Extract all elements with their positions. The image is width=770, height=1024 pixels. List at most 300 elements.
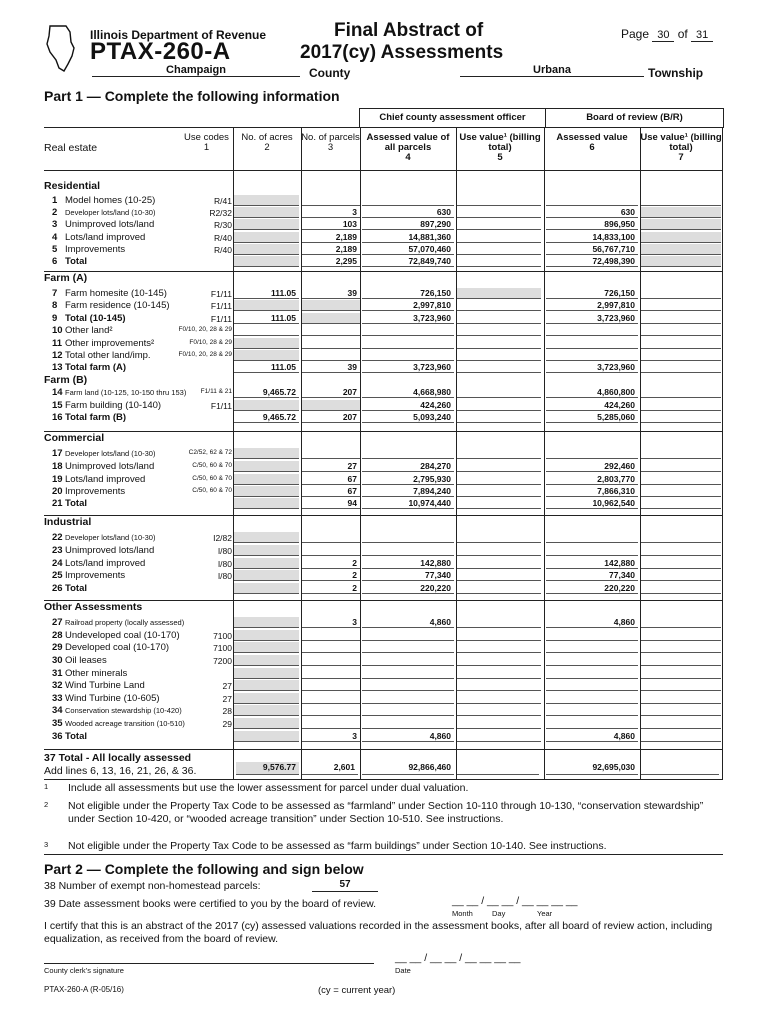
row-12-av-field[interactable] <box>362 350 454 361</box>
row-24-buv-field[interactable] <box>641 558 721 569</box>
row-30-label <box>52 655 107 666</box>
row-11-acres-field[interactable] <box>234 338 299 349</box>
row-18-av-field[interactable]: 284,270 <box>362 461 454 472</box>
row-27-bav-field[interactable]: 4,860 <box>546 617 638 628</box>
row-11-parcels-field[interactable] <box>302 338 360 349</box>
row-26-parcels-field[interactable]: 2 <box>302 583 360 594</box>
row-11-buv-field[interactable] <box>641 338 721 349</box>
row-12-uv-field[interactable] <box>457 350 541 361</box>
row-7-parcels-field[interactable]: 39 <box>302 288 360 299</box>
row-7-uv-field[interactable] <box>457 288 541 299</box>
row-text: Total <box>65 498 87 509</box>
row-35-acres-field[interactable] <box>234 718 299 729</box>
row-text: Total farm (A) <box>65 362 127 373</box>
row-20-acres-field[interactable] <box>234 486 299 497</box>
row-2-buv-field[interactable] <box>641 207 721 218</box>
part1-title: Part 1 — Complete the following information <box>44 88 340 104</box>
row-10-uv-field[interactable] <box>457 325 541 336</box>
row-23-parcels-field[interactable] <box>302 545 360 556</box>
row-32-parcels-field[interactable] <box>302 680 360 691</box>
row-35-bav-field[interactable] <box>546 718 638 729</box>
row-36-bav-field[interactable]: 4,860 <box>546 731 638 742</box>
row-18-uv-field[interactable] <box>457 461 541 472</box>
row-13-av-field[interactable]: 3,723,960 <box>362 362 454 373</box>
row-8-acres-field[interactable] <box>234 300 299 311</box>
section-farm-b: Farm (B) <box>44 374 88 386</box>
row-16-acres-field[interactable]: 9,465.72 <box>234 412 299 423</box>
row-7-bav-field[interactable]: 726,150 <box>546 288 638 299</box>
row-14-bav-field[interactable]: 4,860,800 <box>546 387 638 398</box>
row-17-parcels-field[interactable] <box>302 448 360 459</box>
row-8-bav-field[interactable]: 2,997,810 <box>546 300 638 311</box>
row-27-parcels-field[interactable]: 3 <box>302 617 360 628</box>
row-25-acres-field[interactable] <box>234 570 299 581</box>
row-number: 32 <box>52 680 63 691</box>
row-16-uv-field[interactable] <box>457 412 541 423</box>
row-29-label <box>52 642 169 653</box>
page-total-field[interactable]: 31 <box>691 29 713 42</box>
row-7-buv-field[interactable] <box>641 288 721 299</box>
row-10-label <box>52 325 113 336</box>
row-13-parcels-field[interactable]: 39 <box>302 362 360 373</box>
row-31-bav-field[interactable] <box>546 668 638 679</box>
row-36-uv-field[interactable] <box>457 731 541 742</box>
row-19-acres-field[interactable] <box>234 474 299 485</box>
row-8-use-code: F1/11 <box>210 301 232 311</box>
row-1-uv-field[interactable] <box>457 195 541 206</box>
row-3-acres-field[interactable] <box>234 219 299 230</box>
total37-acres[interactable]: 9,576.77 <box>236 762 299 775</box>
row-11-av-field[interactable] <box>362 338 454 349</box>
row-number: 12 <box>52 350 63 361</box>
total37-parcels[interactable]: 2,601 <box>302 762 358 775</box>
row-23-buv-field[interactable] <box>641 545 721 556</box>
row-16-buv-field[interactable] <box>641 412 721 423</box>
row-36-acres-field[interactable] <box>234 731 299 742</box>
row-text: Wind Turbine (10-605) <box>65 693 160 704</box>
row-1-av-field[interactable] <box>362 195 454 206</box>
illinois-state-outline-icon <box>44 24 80 74</box>
row-19-bav-field[interactable]: 2,803,770 <box>546 474 638 485</box>
row-14-parcels-field[interactable]: 207 <box>302 387 360 398</box>
row-26-label <box>52 583 87 594</box>
row-32-buv-field[interactable] <box>641 680 721 691</box>
row-34-bav-field[interactable] <box>546 705 638 716</box>
total37-br-use-value[interactable] <box>641 762 719 775</box>
page-current-field[interactable]: 30 <box>652 29 674 42</box>
row-29-parcels-field[interactable] <box>302 642 360 653</box>
row-8-buv-field[interactable] <box>641 300 721 311</box>
row-20-parcels-field[interactable]: 67 <box>302 486 360 497</box>
row-30-buv-field[interactable] <box>641 655 721 666</box>
row-5-parcels-field[interactable]: 2,189 <box>302 244 360 255</box>
row-20-bav-field[interactable]: 7,866,310 <box>546 486 638 497</box>
row-33-av-field[interactable] <box>362 693 454 704</box>
row-21-bav-field[interactable]: 10,962,540 <box>546 498 638 509</box>
row-24-use-code: I/80 <box>217 559 232 569</box>
row-8-uv-field[interactable] <box>457 300 541 311</box>
row-24-bav-field[interactable]: 142,880 <box>546 558 638 569</box>
row-28-av-field[interactable] <box>362 630 454 641</box>
form-title-line1: Final Abstract of <box>334 20 484 41</box>
row-27-acres-field[interactable] <box>234 617 299 628</box>
form-title-line2: 2017(cy) Assessments <box>300 42 504 63</box>
cco-group-label: Chief county assessment officer <box>379 112 526 123</box>
row-17-av-field[interactable] <box>362 448 454 459</box>
row-9-bav-field[interactable]: 3,723,960 <box>546 313 638 324</box>
row-3-buv-field[interactable] <box>641 219 721 230</box>
line38-label: 38 Number of exempt non-homestead parcels: <box>44 880 261 892</box>
row-35-buv-field[interactable] <box>641 718 721 729</box>
row-22-parcels-field[interactable] <box>302 532 360 543</box>
row-19-use-code: C/50, 60 & 70 <box>192 475 232 482</box>
row-30-bav-field[interactable] <box>546 655 638 666</box>
row-26-bav-field[interactable]: 220,220 <box>546 583 638 594</box>
row-9-acres-field[interactable]: 111.05 <box>234 313 299 324</box>
row-2-parcels-field[interactable]: 3 <box>302 207 360 218</box>
column-header-1 <box>180 133 233 153</box>
real-estate-header: Real estate <box>44 142 98 154</box>
row-5-uv-field[interactable] <box>457 244 541 255</box>
row-25-av-field[interactable]: 77,340 <box>362 570 454 581</box>
row-12-acres-field[interactable] <box>234 350 299 361</box>
row-15-av-field[interactable]: 424,260 <box>362 400 454 411</box>
row-27-av-field[interactable]: 4,860 <box>362 617 454 628</box>
row-15-buv-field[interactable] <box>641 400 721 411</box>
row-4-use-code: R/40 <box>214 233 232 243</box>
total37-br-assessed-value[interactable]: 92,695,030 <box>546 762 638 775</box>
section-commercial: Commercial <box>44 432 105 444</box>
row-24-parcels-field[interactable]: 2 <box>302 558 360 569</box>
row-13-buv-field[interactable] <box>641 362 721 373</box>
row-23-av-field[interactable] <box>362 545 454 556</box>
month-label: Month <box>452 909 473 918</box>
row-30-parcels-field[interactable] <box>302 655 360 666</box>
township-field[interactable]: Urbana <box>460 64 644 77</box>
row-29-buv-field[interactable] <box>641 642 721 653</box>
column-header-label: No. of acres <box>241 132 293 143</box>
row-11-bav-field[interactable] <box>546 338 638 349</box>
row-19-av-field[interactable]: 2,795,930 <box>362 474 454 485</box>
row-25-buv-field[interactable] <box>641 570 721 581</box>
row-8-parcels-field[interactable] <box>302 300 360 311</box>
row-number: 27 <box>52 617 63 628</box>
row-7-acres-field[interactable]: 111.05 <box>234 288 299 299</box>
row-1-bav-field[interactable] <box>546 195 638 206</box>
row-15-acres-field[interactable] <box>234 400 299 411</box>
row-31-parcels-field[interactable] <box>302 668 360 679</box>
row-28-uv-field[interactable] <box>457 630 541 641</box>
row-20-uv-field[interactable] <box>457 486 541 497</box>
signature-date-label: Date <box>395 966 411 975</box>
row-33-acres-field[interactable] <box>234 693 299 704</box>
row-26-uv-field[interactable] <box>457 583 541 594</box>
row-17-bav-field[interactable] <box>546 448 638 459</box>
row-29-uv-field[interactable] <box>457 642 541 653</box>
row-30-av-field[interactable] <box>362 655 454 666</box>
row-20-buv-field[interactable] <box>641 486 721 497</box>
row-33-bav-field[interactable] <box>546 693 638 704</box>
row-20-av-field[interactable]: 7,894,240 <box>362 486 454 497</box>
row-28-acres-field[interactable] <box>234 630 299 641</box>
row-13-uv-field[interactable] <box>457 362 541 373</box>
row-6-uv-field[interactable] <box>457 256 541 267</box>
row-11-uv-field[interactable] <box>457 338 541 349</box>
row-27-buv-field[interactable] <box>641 617 721 628</box>
row-3-use-code: R/30 <box>214 220 232 230</box>
row-16-parcels-field[interactable]: 207 <box>302 412 360 423</box>
row-20-use-code: C/50, 60 & 70 <box>192 487 232 494</box>
row-14-av-field[interactable]: 4,668,980 <box>362 387 454 398</box>
row-19-buv-field[interactable] <box>641 474 721 485</box>
row-14-buv-field[interactable] <box>641 387 721 398</box>
row-35-use-code: 29 <box>222 719 232 729</box>
row-text: Lots/land improved <box>65 474 146 485</box>
row-1-acres-field[interactable] <box>234 195 299 206</box>
county-field[interactable]: Champaign <box>92 64 300 77</box>
row-10-av-field[interactable] <box>362 325 454 336</box>
row-9-buv-field[interactable] <box>641 313 721 324</box>
row-2-acres-field[interactable] <box>234 207 299 218</box>
row-31-uv-field[interactable] <box>457 668 541 679</box>
row-4-bav-field[interactable]: 14,833,100 <box>546 232 638 243</box>
row-5-buv-field[interactable] <box>641 244 721 255</box>
row-6-av-field[interactable]: 72,849,740 <box>362 256 454 267</box>
row-28-bav-field[interactable] <box>546 630 638 641</box>
row-4-parcels-field[interactable]: 2,189 <box>302 232 360 243</box>
section-residential: Residential <box>44 180 101 192</box>
row-3-uv-field[interactable] <box>457 219 541 230</box>
row-32-av-field[interactable] <box>362 680 454 691</box>
row-13-acres-field[interactable]: 111.05 <box>234 362 299 373</box>
row-25-uv-field[interactable] <box>457 570 541 581</box>
row-35-av-field[interactable] <box>362 718 454 729</box>
certified-date-field[interactable]: __ __ / __ __ / __ __ __ __ <box>452 895 578 907</box>
total37-use-value[interactable] <box>457 762 539 775</box>
row-23-use-code: I/80 <box>217 546 232 556</box>
row-30-uv-field[interactable] <box>457 655 541 666</box>
row-21-acres-field[interactable] <box>234 498 299 509</box>
row-10-parcels-field[interactable] <box>302 325 360 336</box>
row-12-bav-field[interactable] <box>546 350 638 361</box>
row-text: Total farm (B) <box>65 412 127 423</box>
row-14-use-code: F1/11 & 21 <box>200 388 232 395</box>
row-8-av-field[interactable]: 2,997,810 <box>362 300 454 311</box>
row-23-uv-field[interactable] <box>457 545 541 556</box>
row-10-buv-field[interactable] <box>641 325 721 336</box>
row-6-buv-field[interactable] <box>641 256 721 267</box>
row-22-uv-field[interactable] <box>457 532 541 543</box>
row-18-acres-field[interactable] <box>234 461 299 472</box>
row-9-uv-field[interactable] <box>457 313 541 324</box>
row-9-parcels-field[interactable] <box>302 313 360 324</box>
row-4-uv-field[interactable] <box>457 232 541 243</box>
row-25-parcels-field[interactable]: 2 <box>302 570 360 581</box>
row-33-parcels-field[interactable] <box>302 693 360 704</box>
row-26-buv-field[interactable] <box>641 583 721 594</box>
row-text: Other improvements² <box>65 338 155 349</box>
row-6-acres-field[interactable] <box>234 256 299 267</box>
row-number: 16 <box>52 412 63 423</box>
row-text: Other minerals <box>65 668 128 679</box>
row-18-parcels-field[interactable]: 27 <box>302 461 360 472</box>
row-17-buv-field[interactable] <box>641 448 721 459</box>
row-18-buv-field[interactable] <box>641 461 721 472</box>
row-2-uv-field[interactable] <box>457 207 541 218</box>
total37-assessed-value[interactable]: 92,866,460 <box>362 762 454 775</box>
row-1-buv-field[interactable] <box>641 195 721 206</box>
row-text: Improvements <box>65 570 126 581</box>
row-19-parcels-field[interactable]: 67 <box>302 474 360 485</box>
row-16-av-field[interactable]: 5,093,240 <box>362 412 454 423</box>
row-10-acres-field[interactable] <box>234 325 299 336</box>
row-number: 35 <box>52 718 63 729</box>
row-number: 11 <box>52 338 63 349</box>
column-header-label: Use value¹ (billing total) <box>640 132 722 153</box>
row-22-bav-field[interactable] <box>546 532 638 543</box>
row-34-av-field[interactable] <box>362 705 454 716</box>
row-32-acres-field[interactable] <box>234 680 299 691</box>
row-20-label <box>52 486 125 497</box>
row-5-av-field[interactable]: 57,070,460 <box>362 244 454 255</box>
row-4-buv-field[interactable] <box>641 232 721 243</box>
signature-line[interactable] <box>44 963 374 964</box>
row-29-acres-field[interactable] <box>234 642 299 653</box>
row-29-av-field[interactable] <box>362 642 454 653</box>
row-16-label <box>52 412 126 423</box>
exempt-parcels-field[interactable]: 57 <box>312 878 378 892</box>
row-text: Total other land/imp. <box>65 350 151 361</box>
row-6-bav-field[interactable]: 72,498,390 <box>546 256 638 267</box>
column-header-2 <box>233 133 301 153</box>
row-19-uv-field[interactable] <box>457 474 541 485</box>
row-36-buv-field[interactable] <box>641 731 721 742</box>
row-number: 28 <box>52 630 63 641</box>
row-1-parcels-field[interactable] <box>302 195 360 206</box>
row-7-av-field[interactable]: 726,150 <box>362 288 454 299</box>
row-34-acres-field[interactable] <box>234 705 299 716</box>
row-number: 4 <box>52 232 58 243</box>
column-header-number: 7 <box>678 152 684 163</box>
row-3-parcels-field[interactable]: 103 <box>302 219 360 230</box>
footnote-2: Not eligible under the Property Tax Code to be assessed as “farmland” under Section 10-110 through 10-130, “conservation stewardship” under Section 10-420, or “wooded acreage transition” under Section 10-510. See instructions. <box>68 800 704 825</box>
row-15-parcels-field[interactable] <box>302 400 360 411</box>
row-21-buv-field[interactable] <box>641 498 721 509</box>
row-12-parcels-field[interactable] <box>302 350 360 361</box>
row-2-use-code: R2/32 <box>209 208 232 218</box>
row-31-acres-field[interactable] <box>234 668 299 679</box>
row-5-label <box>52 244 125 255</box>
row-6-parcels-field[interactable]: 2,295 <box>302 256 360 267</box>
row-18-bav-field[interactable]: 292,460 <box>546 461 638 472</box>
row-17-uv-field[interactable] <box>457 448 541 459</box>
row-32-bav-field[interactable] <box>546 680 638 691</box>
row-4-acres-field[interactable] <box>234 232 299 243</box>
row-36-parcels-field[interactable]: 3 <box>302 731 360 742</box>
row-30-acres-field[interactable] <box>234 655 299 666</box>
row-21-uv-field[interactable] <box>457 498 541 509</box>
row-13-bav-field[interactable]: 3,723,960 <box>546 362 638 373</box>
row-9-av-field[interactable]: 3,723,960 <box>362 313 454 324</box>
row-15-uv-field[interactable] <box>457 400 541 411</box>
row-10-bav-field[interactable] <box>546 325 638 336</box>
row-text: Total <box>65 731 87 742</box>
footnote-mark: 2 <box>44 800 49 809</box>
row-16-bav-field[interactable]: 5,285,060 <box>546 412 638 423</box>
row-22-acres-field[interactable] <box>234 532 299 543</box>
row-24-uv-field[interactable] <box>457 558 541 569</box>
row-21-av-field[interactable]: 10,974,440 <box>362 498 454 509</box>
row-13-label <box>52 362 126 373</box>
row-27-uv-field[interactable] <box>457 617 541 628</box>
row-33-uv-field[interactable] <box>457 693 541 704</box>
row-22-av-field[interactable] <box>362 532 454 543</box>
row-34-use-code: 28 <box>222 706 232 716</box>
row-3-av-field[interactable]: 897,290 <box>362 219 454 230</box>
row-34-uv-field[interactable] <box>457 705 541 716</box>
row-2-av-field[interactable]: 630 <box>362 207 454 218</box>
row-36-av-field[interactable]: 4,860 <box>362 731 454 742</box>
row-25-bav-field[interactable]: 77,340 <box>546 570 638 581</box>
row-17-acres-field[interactable] <box>234 448 299 459</box>
row-31-buv-field[interactable] <box>641 668 721 679</box>
row-31-av-field[interactable] <box>362 668 454 679</box>
row-35-uv-field[interactable] <box>457 718 541 729</box>
row-34-parcels-field[interactable] <box>302 705 360 716</box>
row-23-acres-field[interactable] <box>234 545 299 556</box>
signature-date-field[interactable]: __ __ / __ __ / __ __ __ __ <box>395 952 521 964</box>
row-14-uv-field[interactable] <box>457 387 541 398</box>
row-5-bav-field[interactable]: 56,767,710 <box>546 244 638 255</box>
row-34-buv-field[interactable] <box>641 705 721 716</box>
row-text: Lots/land improved <box>65 232 146 243</box>
row-4-av-field[interactable]: 14,881,360 <box>362 232 454 243</box>
row-15-bav-field[interactable]: 424,260 <box>546 400 638 411</box>
row-number: 14 <box>52 387 63 398</box>
row-7-label <box>52 288 167 299</box>
row-text: Total <box>65 583 87 594</box>
section-farm-a: Farm (A) <box>44 272 88 284</box>
row-26-acres-field[interactable] <box>234 583 299 594</box>
row-28-use-code: 7100 <box>213 631 232 641</box>
row-text: Conservation stewardship (10-420) <box>65 706 182 715</box>
row-12-buv-field[interactable] <box>641 350 721 361</box>
row-text: Lots/land improved <box>65 558 146 569</box>
row-28-parcels-field[interactable] <box>302 630 360 641</box>
row-28-buv-field[interactable] <box>641 630 721 641</box>
row-14-acres-field[interactable]: 9,465.72 <box>234 387 299 398</box>
row-29-bav-field[interactable] <box>546 642 638 653</box>
row-23-bav-field[interactable] <box>546 545 638 556</box>
row-24-av-field[interactable]: 142,880 <box>362 558 454 569</box>
row-number: 5 <box>52 244 58 255</box>
row-22-buv-field[interactable] <box>641 532 721 543</box>
row-35-parcels-field[interactable] <box>302 718 360 729</box>
row-2-bav-field[interactable]: 630 <box>546 207 638 218</box>
row-24-acres-field[interactable] <box>234 558 299 569</box>
row-26-av-field[interactable]: 220,220 <box>362 583 454 594</box>
row-5-acres-field[interactable] <box>234 244 299 255</box>
footnote-1: Include all assessments but use the lower assessment for parcel under dual valuation. <box>68 782 469 794</box>
row-text: Total <box>65 256 87 267</box>
row-32-uv-field[interactable] <box>457 680 541 691</box>
row-33-buv-field[interactable] <box>641 693 721 704</box>
row-number: 19 <box>52 474 63 485</box>
row-17-label <box>52 448 155 459</box>
row-21-parcels-field[interactable]: 94 <box>302 498 360 509</box>
column-header-3 <box>301 133 360 153</box>
row-3-bav-field[interactable]: 896,950 <box>546 219 638 230</box>
